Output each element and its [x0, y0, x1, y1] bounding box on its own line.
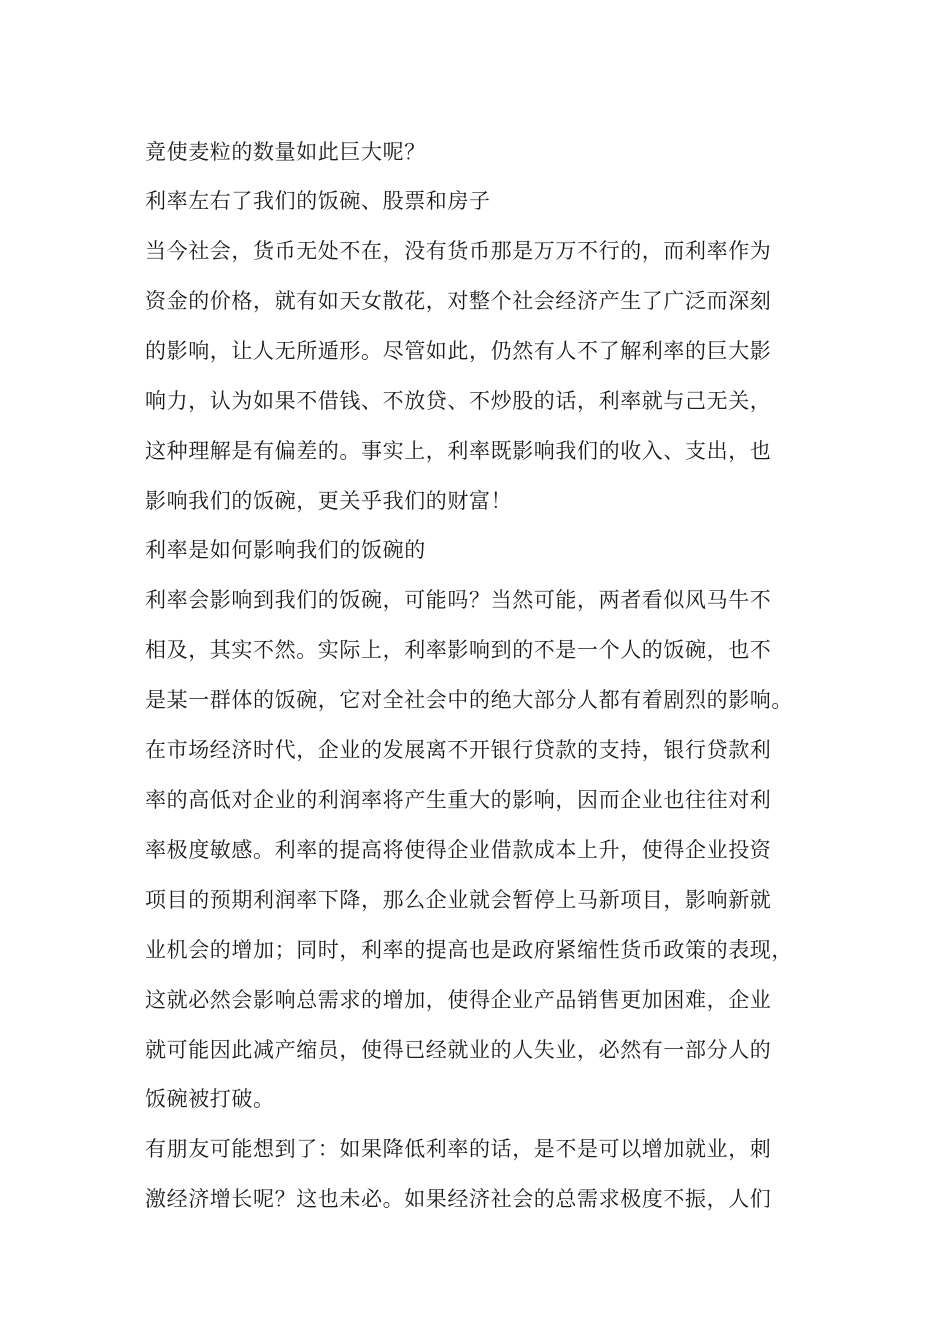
text-line: 是某一群体的饭碗，它对全社会中的绝大部分人都有着剧烈的影响。 [145, 688, 793, 712]
text-line: 激经济增长呢？这也未必。如果经济社会的总需求极度不振，人们 [145, 1187, 772, 1211]
text-line: 率极度敏感。利率的提高将使得企业借款成本上升，使得企业投资 [145, 838, 772, 862]
text-line: 项目的预期利润率下降，那么企业就会暂停上马新项目，影响新就 [145, 888, 772, 912]
text-line: 就可能因此减产缩员，使得已经就业的人失业，必然有一部分人的 [145, 1038, 772, 1062]
text-line: 利率会影响到我们的饭碗，可能吗？当然可能，两者看似风马牛不 [145, 588, 772, 612]
text-line: 影响我们的饭碗，更关乎我们的财富！ [145, 489, 513, 513]
text-line: 这就必然会影响总需求的增加，使得企业产品销售更加困难，企业 [145, 988, 772, 1012]
text-line: 当今社会，货币无处不在，没有货币那是万万不行的，而利率作为 [145, 239, 772, 263]
text-line: 相及，其实不然。实际上，利率影响到的不是一个人的饭碗，也不 [145, 638, 772, 662]
text-line: 率的高低对企业的利润率将产生重大的影响，因而企业也往往对利 [145, 788, 772, 812]
text-line: 业机会的增加；同时，利率的提高也是政府紧缩性货币政策的表现， [145, 938, 793, 962]
text-line: 资金的价格，就有如天女散花，对整个社会经济产生了广泛而深刻 [145, 289, 772, 313]
text-line: 这种理解是有偏差的。事实上，利率既影响我们的收入、支出，也 [145, 439, 772, 463]
text-line: 饭碗被打破。 [145, 1087, 275, 1111]
text-line: 有朋友可能想到了：如果降低利率的话，是不是可以增加就业，刺 [145, 1137, 772, 1161]
text-line: 在市场经济时代，企业的发展离不开银行贷款的支持，银行贷款利 [145, 738, 772, 762]
section-heading: 利率是如何影响我们的饭碗的 [145, 538, 426, 562]
section-heading: 利率左右了我们的饭碗、股票和房子 [145, 189, 491, 213]
text-line: 竟使麦粒的数量如此巨大呢？ [145, 140, 426, 164]
text-line: 的影响，让人无所遁形。尽管如此，仍然有人不了解利率的巨大影 [145, 339, 772, 363]
text-line: 响力，认为如果不借钱、不放贷、不炒股的话，利率就与己无关， [145, 389, 772, 413]
